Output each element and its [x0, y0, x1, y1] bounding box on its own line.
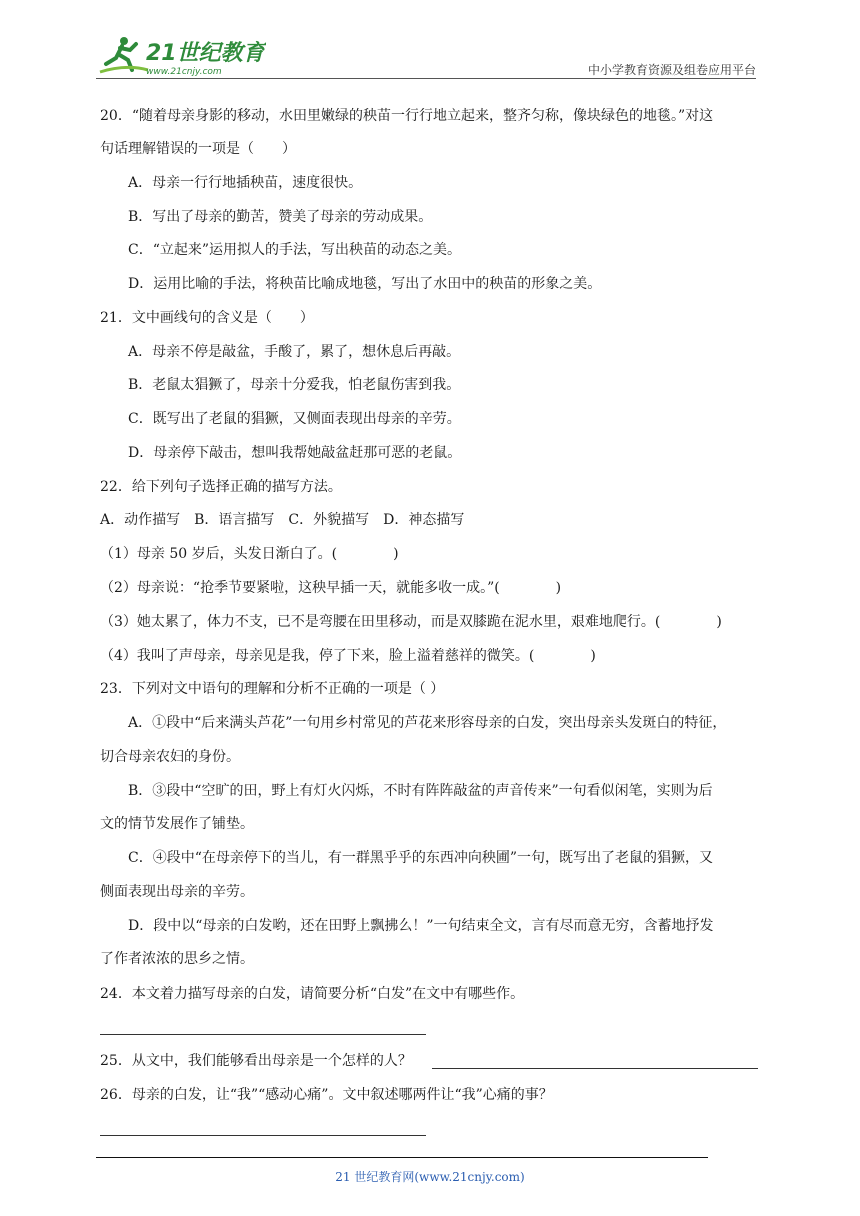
q24-stem: 24．本文着力描写母亲的白发，请简要分析“白发”在文中有哪些作。 — [100, 986, 525, 1002]
q20-option-c: C．“立起来”运用拟人的手法，写出秧苗的动态之美。 — [128, 242, 462, 258]
q24-answer-line[interactable] — [100, 1034, 426, 1035]
q22-sentence-1: （1）母亲 50 岁后，头发日渐白了。( ) — [100, 546, 399, 562]
site-logo — [96, 34, 266, 78]
header-divider — [96, 78, 756, 79]
q25-answer-line[interactable] — [432, 1068, 758, 1069]
q20-option-b: B．写出了母亲的勤苦，赞美了母亲的劳动成果。 — [128, 209, 433, 225]
logo-url: www.21cnjy.com — [146, 67, 222, 77]
q20-stem-line1: 20．“随着母亲身影的移动，水田里嫩绿的秧苗一行行地立起来，整齐匀称，像块绿色的地毯。”对这 — [100, 108, 714, 124]
q26-answer-line[interactable] — [100, 1135, 426, 1136]
q25-stem: 25．从文中，我们能够看出母亲是一个怎样的人？ — [100, 1053, 412, 1069]
q22-sentence-3: （3）她太累了，体力不支，已不是弯腰在田里移动，而是双膝跪在泥水里，艰难地爬行。( ) — [100, 614, 722, 630]
q23-option-c-line1: C．④段中“在母亲停下的当儿，有一群黑乎乎的东西冲向秧圃”一句，既写出了老鼠的猖獗，又 — [128, 850, 714, 866]
q21-option-a: A．母亲不停是敲盆，手酸了，累了，想休息后再敲。 — [128, 344, 461, 360]
q22-stem: 22．给下列句子选择正确的描写方法。 — [100, 479, 342, 495]
q23-option-a-line2: 切合母亲农妇的身份。 — [100, 749, 240, 765]
q21-option-c: C．既写出了老鼠的猖獗，又侧面表现出母亲的辛劳。 — [128, 411, 461, 427]
q22-options: A．动作描写 B．语言描写 C．外貌描写 D．神态描写 — [100, 512, 465, 528]
runner-icon — [100, 37, 148, 72]
q20-option-a: A．母亲一行行地插秧苗，速度很快。 — [128, 175, 363, 191]
logo-text: 21世纪教育 — [146, 41, 265, 66]
q23-option-c-line2: 侧面表现出母亲的辛劳。 — [100, 884, 254, 900]
q23-option-b-line2: 文的情节发展作了铺垫。 — [100, 816, 254, 832]
q23-stem: 23．下列对文中语句的理解和分析不正确的一项是（ ） — [100, 681, 445, 697]
platform-title: 中小学教育资源及组卷应用平台 — [587, 63, 756, 77]
q21-stem: 21．文中画线句的含义是（ ） — [100, 310, 314, 326]
q21-option-b: B．老鼠太猖獗了，母亲十分爱我，怕老鼠伤害到我。 — [128, 377, 461, 393]
footer-text: 21 世纪教育网(www.21cnjy.com) — [335, 1170, 525, 1184]
q23-option-a-line1: A．①段中“后来满头芦花”一句用乡村常见的芦花来形容母亲的白发，突出母亲头发斑白的特征， — [128, 715, 727, 731]
page-header — [0, 0, 860, 82]
q23-option-d-line2: 了作者浓浓的思乡之情。 — [100, 951, 254, 967]
q23-option-d-line1: D．段中以“母亲的白发哟，还在田野上飘拂么！”一句结束全文，言有尽而意无穷，含蓄地抒发 — [128, 918, 714, 934]
q22-sentence-4: （4）我叫了声母亲，母亲见是我，停了下来，脸上溢着慈祥的微笑。( ) — [100, 648, 596, 664]
q20-stem-line2: 句话理解错误的一项是（ ） — [100, 141, 296, 157]
q23-option-b-line1: B．③段中“空旷的田，野上有灯火闪烁，不时有阵阵敲盆的声音传来”一句看似闲笔，实则为后 — [128, 783, 713, 799]
q22-sentence-2: （2）母亲说：“抢季节要紧啦，这秧早插一天，就能多收一成。”( ) — [100, 580, 562, 596]
q21-option-d: D．母亲停下敲击，想叫我帮她敲盆赶那可恶的老鼠。 — [128, 445, 462, 461]
q26-stem: 26．母亲的白发，让“我”“感动心痛”。文中叙述哪两件让“我”心痛的事？ — [100, 1087, 553, 1103]
footer-divider — [96, 1157, 708, 1158]
q20-option-d: D．运用比喻的手法，将秧苗比喻成地毯，写出了水田中的秧苗的形象之美。 — [128, 276, 602, 292]
